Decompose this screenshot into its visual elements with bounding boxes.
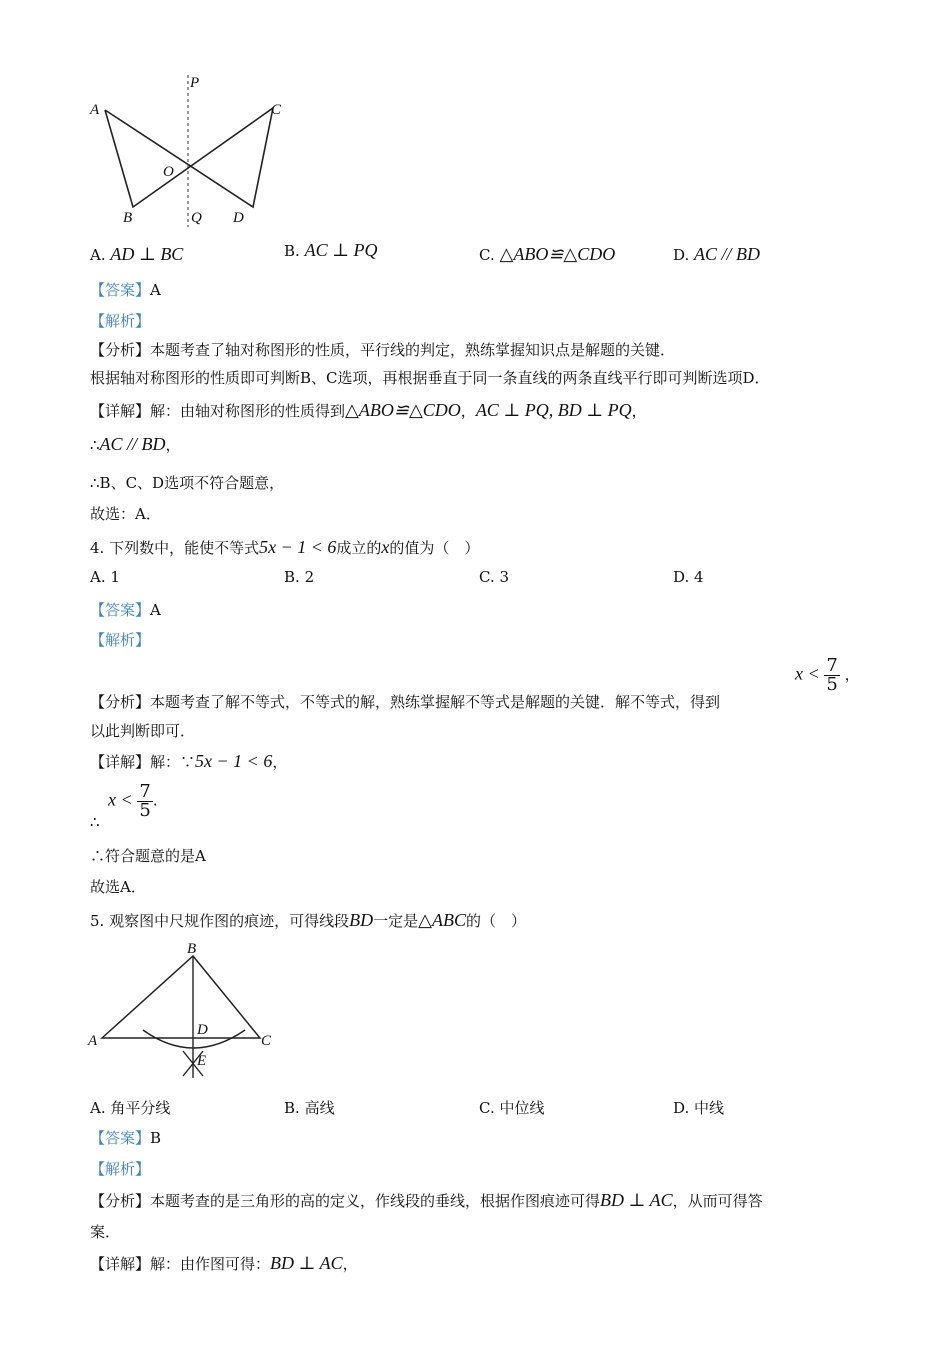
label-d: D <box>233 210 244 226</box>
q3-option-d: D. AC // BD <box>673 244 761 264</box>
label-c: C <box>261 1033 272 1049</box>
q4-option-a: A. 1 <box>90 568 120 586</box>
label-p: P <box>190 75 200 91</box>
q4-fenxi-fraction: x < $\frac{7}{5}$ ， <box>795 655 860 695</box>
q4-answer: 【答案】A <box>90 601 161 619</box>
label-b: B <box>123 210 133 226</box>
q5-option-c: C. 中位线 <box>479 1099 545 1117</box>
q3-option-a: A. AD ⊥ BC <box>90 244 184 264</box>
q4-therefore-sym: ∴ <box>90 813 100 831</box>
q4-analysis-tag: 【解析】 <box>90 631 151 649</box>
q4-option-d: D. 4 <box>673 568 704 586</box>
q4-fenxi: 【分析】本题考查了解不等式，不等式的解，熟练掌握解不等式是解题的关键．解不等式，得到 <box>90 693 721 711</box>
q5-analysis-tag: 【解析】 <box>90 1160 151 1178</box>
construction-arc <box>143 1030 245 1048</box>
label-c: C <box>271 102 282 118</box>
q3-choose: 故选：A． <box>90 505 161 523</box>
triangles-outline <box>105 108 273 207</box>
q4-match-line: ∴符合题意的是A <box>90 847 206 865</box>
q4-therefore-fraction: x < $\frac{7}{5}$ . <box>108 781 158 821</box>
q4-choose: 故选A． <box>90 878 146 896</box>
q4-stem: 4. 下列数中，能使不等式5x − 1 < 6成立的x的值为（ ） <box>90 537 480 557</box>
q3-detail: 【详解】解：由轴对称图形的性质得到△ABO≌△CDO，AC ⊥ PQ, BD ⊥ PQ， <box>90 400 647 420</box>
construction-figure <box>85 938 285 1088</box>
q4-detail: 【详解】解：∵5x − 1 < 6， <box>90 751 288 771</box>
q3-option-b: B. AC ⊥ PQ <box>284 240 378 260</box>
q5-fenxi: 【分析】本题考查的是三角形的高的定义，作线段的垂线，根据作图痕迹可得BD ⊥ AC，从而可得答 <box>90 1190 763 1210</box>
q5-detail: 【详解】解：由作图可得：BD ⊥ AC， <box>90 1253 358 1273</box>
label-q: Q <box>191 210 202 226</box>
q4-option-c: C. 3 <box>479 568 510 586</box>
q4-fenxi-line2: 以此判断即可． <box>90 722 196 740</box>
label-b: B <box>187 941 197 957</box>
q3-fenxi: 【分析】本题考查了轴对称图形的性质，平行线的判定，熟练掌握知识点是解题的关键． <box>90 341 676 359</box>
q4-option-b: B. 2 <box>284 568 315 586</box>
label-d: D <box>197 1022 208 1038</box>
symmetry-figure <box>85 72 305 232</box>
label-o: O <box>163 164 174 180</box>
label-a: A <box>88 1033 98 1049</box>
q5-fenxi-line2: 案． <box>90 1223 121 1241</box>
q5-option-d: D. 中线 <box>673 1099 725 1117</box>
q3-fenxi-line2: 根据轴对称图形的性质即可判断B、C选项，再根据垂直于同一条直线的两条直线平行即可判断选项D． <box>90 369 770 387</box>
q5-option-b: B. 高线 <box>284 1099 335 1117</box>
q5-stem: 5. 观察图中尺规作图的痕迹，可得线段BD一定是△ABC的（ ） <box>90 910 526 930</box>
q5-option-a: A. 角平分线 <box>90 1099 171 1117</box>
q5-answer: 【答案】B <box>90 1129 162 1147</box>
label-a: A <box>90 102 100 118</box>
q3-bcd-line: ∴B、C、D选项不符合题意， <box>90 474 285 492</box>
q3-answer: 【答案】A <box>90 281 161 299</box>
label-e: E <box>197 1053 207 1069</box>
q3-therefore: ∴AC // BD， <box>90 434 181 454</box>
q3-option-c: C. △ABO≌△CDO <box>479 244 616 264</box>
triangle-abc <box>102 956 260 1038</box>
q3-analysis-tag: 【解析】 <box>90 312 151 330</box>
